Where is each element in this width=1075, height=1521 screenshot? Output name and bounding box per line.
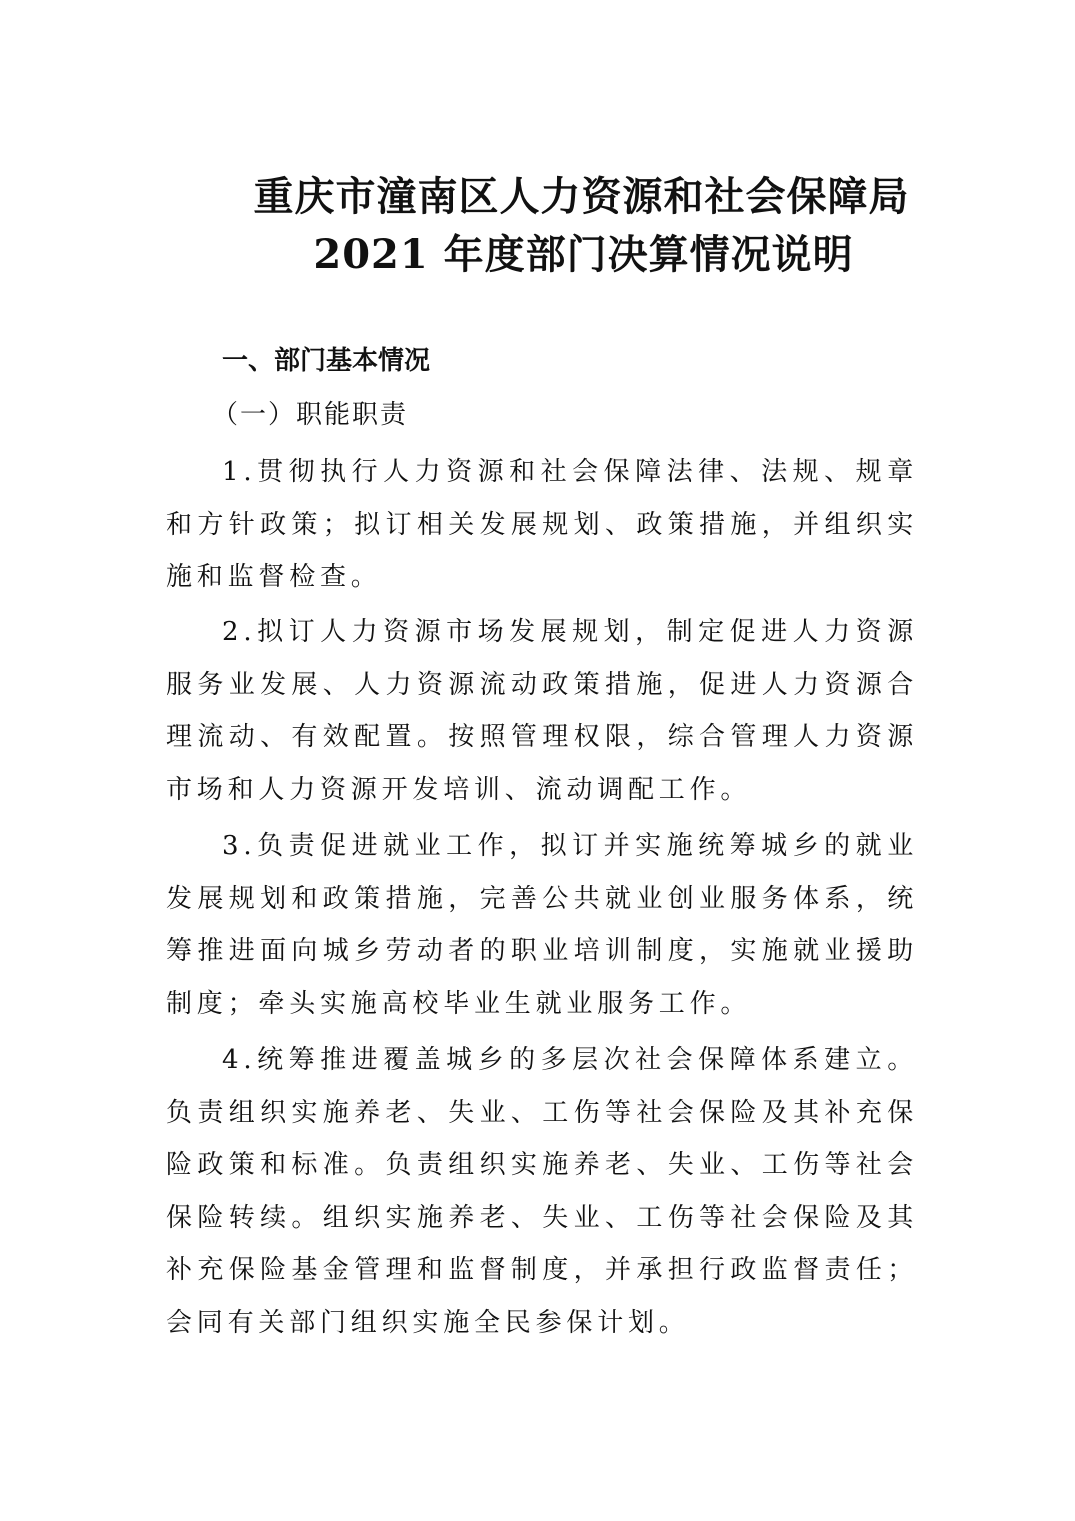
paragraph-4: 4.统筹推进覆盖城乡的多层次社会保障体系建立。负责组织实施养老、失业、工伤等社会保险及其补充保险政策和标准。负责组织实施养老、失业、工伤等社会保险转续。组织实施养老、失业、工伤等社会保险及其补充保险基金管理和监督制度，并承担行政监督责任；会同有关部门组织实施全民参保计划。 <box>166 1045 918 1338</box>
paragraph-2: 2.拟订人力资源市场发展规划，制定促进人力资源服务业发展、人力资源流动政策措施，促进人力资源合理流动、有效配置。按照管理权限，综合管理人力资源市场和人力资源开发培训、流动调配工作。 <box>166 617 918 805</box>
document-title <box>0 168 1075 284</box>
section-heading: 一、部门基本情况 <box>222 346 431 376</box>
title-line-1: 重庆市潼南区人力资源和社会保障局 <box>253 173 910 220</box>
paragraph-1: 1.贯彻执行人力资源和社会保障法律、法规、规章和方针政策；拟订相关发展规划、政策措施，并组织实施和监督检查。 <box>166 457 918 592</box>
paragraph-3: 3.负责促进就业工作，拟订并实施统筹城乡的就业发展规划和政策措施，完善公共就业创业服务体系，统筹推进面向城乡劳动者的职业培训制度，实施就业援助制度；牵头实施高校毕业生就业服务工作。 <box>166 831 918 1019</box>
title-line-2: 2021 年度部门决算情况说明 <box>313 231 854 278</box>
subsection-heading: （一）职能职责 <box>212 400 409 430</box>
